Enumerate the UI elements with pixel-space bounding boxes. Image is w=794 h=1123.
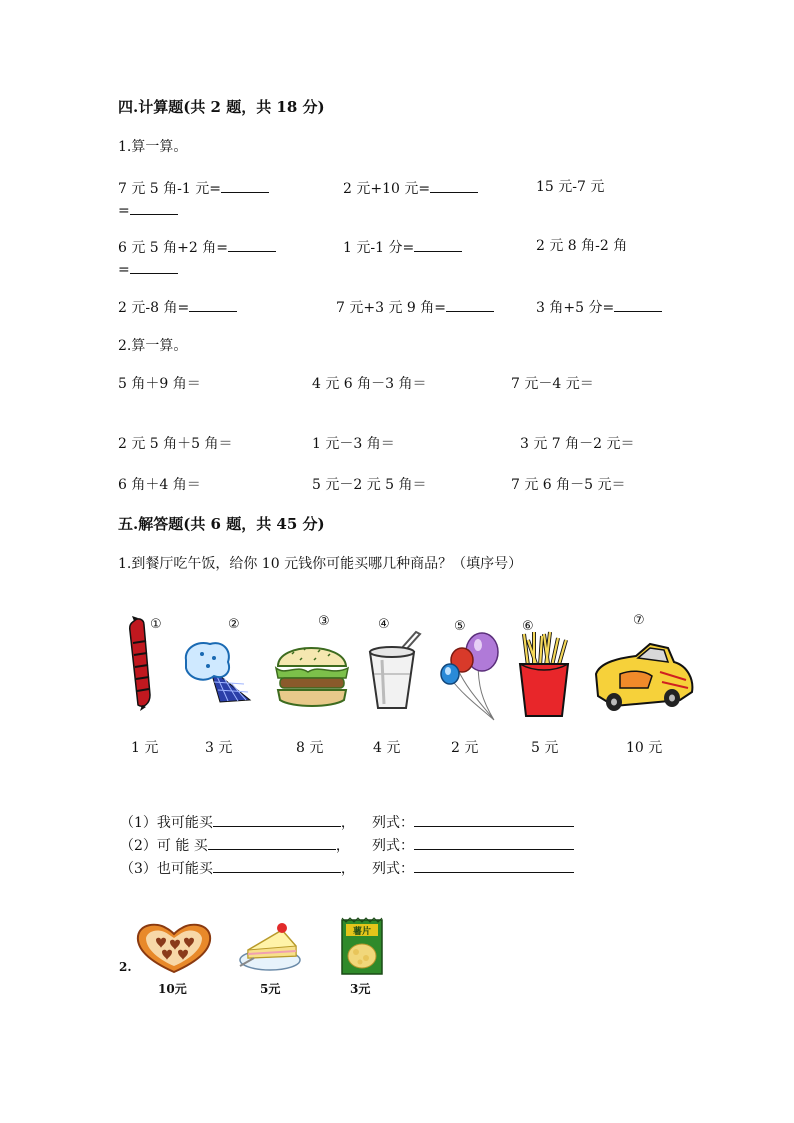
q2-problem: 4 元 6 角－3 角＝ — [312, 376, 427, 392]
formula-blank[interactable] — [414, 835, 574, 850]
q1-problem: 7 元+3 元 9 角= — [336, 297, 494, 317]
answer-blank[interactable] — [228, 237, 276, 252]
item-number: ② — [228, 617, 240, 632]
cake-icon — [236, 918, 302, 974]
item-price: 5 元 — [531, 740, 559, 756]
q2-label: 2.算一算。 — [118, 338, 188, 354]
answer-blank[interactable] — [221, 178, 269, 193]
item-price: 2 元 — [451, 740, 479, 756]
burger-icon — [272, 628, 352, 710]
chips-bag-icon — [340, 916, 384, 978]
formula-blank[interactable] — [414, 812, 574, 827]
formula-row: 列式： — [372, 812, 574, 832]
q2-problem: 5 角＋9 角＝ — [118, 376, 201, 392]
answer-blank[interactable] — [414, 237, 462, 252]
q2-problem: 7 元 6 角－5 元＝ — [511, 477, 626, 493]
answer-row: （2）可 能 买 ， — [120, 835, 350, 855]
q1-problem: 2 元 8 角-2 角 — [536, 238, 628, 254]
q2-problem: 2 元 5 角＋5 角＝ — [118, 436, 233, 452]
item-price: 8 元 — [296, 740, 324, 756]
answer-blank[interactable] — [213, 858, 341, 873]
section5-title: 五.解答题(共 6 题，共 45 分) — [118, 515, 325, 533]
answer-blank[interactable] — [208, 835, 336, 850]
item-number: ④ — [378, 617, 390, 632]
ice-cream-icon — [180, 638, 256, 708]
item-price: 3 元 — [205, 740, 233, 756]
section4-title: 四.计算题(共 2 题，共 18 分) — [118, 98, 325, 116]
item-price: 1 元 — [131, 740, 159, 756]
q1-problem: 2 元+10 元= — [343, 178, 478, 198]
item-price: 5元 — [260, 982, 281, 996]
q1-problem: = — [118, 259, 178, 279]
item-price: 4 元 — [373, 740, 401, 756]
q1-problem: 6 元 5 角+2 角= — [118, 237, 276, 257]
answer-blank[interactable] — [614, 297, 662, 312]
balloons-icon — [438, 630, 502, 722]
answer-blank[interactable] — [446, 297, 494, 312]
answer-blank[interactable] — [189, 297, 237, 312]
chocolate-box-icon — [134, 922, 214, 974]
formula-row: 列式： — [372, 835, 574, 855]
item-number: ① — [150, 617, 162, 632]
item-number: ⑤ — [454, 619, 466, 634]
item-number: ⑥ — [522, 619, 534, 634]
q2-label: 2. — [119, 960, 132, 974]
answer-blank[interactable] — [130, 200, 178, 215]
q1-label: 1.到餐厅吃午饭，给你 10 元钱你可能买哪几种商品？（填序号） — [118, 556, 523, 572]
formula-row: 列式： — [372, 858, 574, 878]
q2-problem: 1 元－3 角＝ — [312, 436, 395, 452]
answer-blank[interactable] — [213, 812, 341, 827]
toy-car-icon — [590, 636, 698, 720]
answer-blank[interactable] — [130, 259, 178, 274]
q2-problem: 6 角＋4 角＝ — [118, 477, 201, 493]
cup-icon — [364, 630, 424, 712]
answer-blank[interactable] — [430, 178, 478, 193]
q1-problem: 15 元-7 元 — [536, 179, 605, 195]
item-number: ⑦ — [633, 613, 645, 628]
item-price: 10 元 — [626, 740, 663, 756]
q2-problem: 3 元 7 角－2 元＝ — [520, 436, 635, 452]
q1-problem: 3 角+5 分= — [536, 297, 662, 317]
item-price: 10元 — [158, 982, 187, 996]
item-number: ③ — [318, 614, 330, 629]
q1-label: 1.算一算。 — [118, 139, 188, 155]
q1-problem: 2 元-8 角= — [118, 297, 237, 317]
q2-problem: 7 元－4 元＝ — [511, 376, 594, 392]
answer-row: （1）我可能买 ， — [120, 812, 355, 832]
q1-problem: = — [118, 200, 178, 220]
answer-row: （3）也可能买 ， — [120, 858, 355, 878]
sausage-icon — [120, 615, 160, 711]
formula-blank[interactable] — [414, 858, 574, 873]
chips-bag-label: 薯片 — [352, 927, 372, 937]
q1-problem: 1 元-1 分= — [343, 237, 462, 257]
q2-problem: 5 元－2 元 5 角＝ — [312, 477, 427, 493]
item-price: 3元 — [350, 982, 371, 996]
fries-icon — [514, 630, 574, 720]
q1-problem: 7 元 5 角-1 元= — [118, 178, 269, 198]
